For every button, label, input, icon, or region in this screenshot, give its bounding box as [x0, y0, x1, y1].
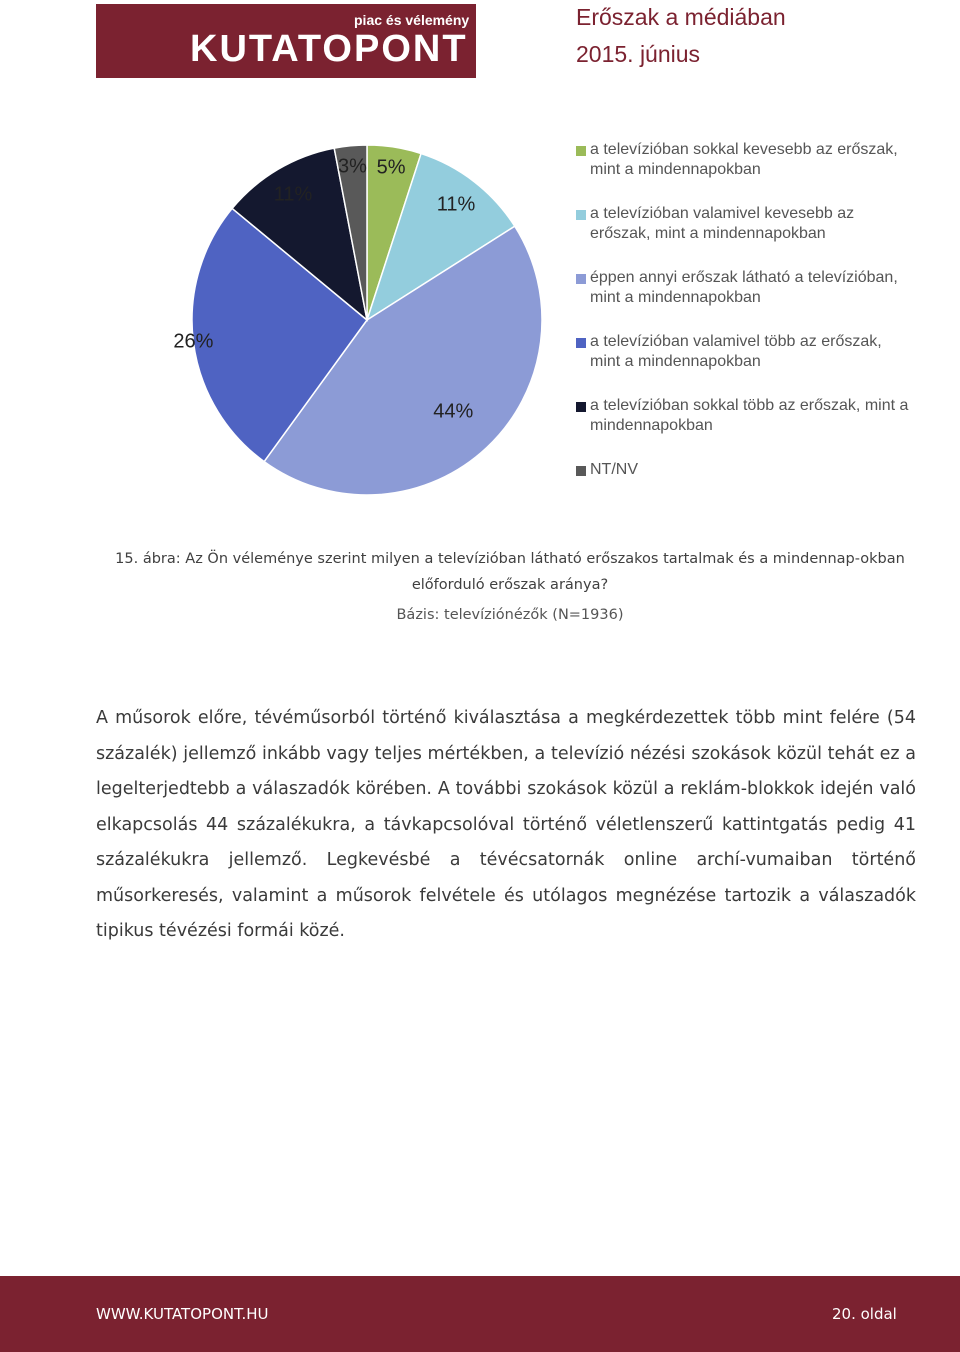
- legend-swatch: [576, 146, 586, 156]
- pie-slice-label-2: 44%: [433, 400, 474, 423]
- document-title: Erőszak a médiában: [576, 4, 786, 30]
- body-paragraph: A műsorok előre, tévéműsorból történő kiválasztása a megkérdezettek több mint felére (54 százalék) jellemző inkább vagy teljes mértékben, a televízió nézési szokások közül tehát ez a legelterjedtebb a válaszadók körében. A további szokások közül a reklám-blokkok idején való elkapcsolás 44 százalékukra, a távkapcsolóval történő véletlenszerű kattintgatás pedig 41 százalékukra jellemző. Legkevésbé a tévécsatornák online archí-vumaiban történő műsorkeresés, valamint a műsorok felvétele és utólagos megnézése tartozik a válaszadók tipikus tévézési formái közé.: [96, 708, 916, 941]
- pie-slice-label-3: 26%: [173, 330, 214, 353]
- legend-label: éppen annyi erőszak látható a televízióban, mint a mindennapokban: [590, 269, 898, 306]
- document-date: 2015. június: [576, 41, 701, 67]
- figure-base: Bázis: televíziónézők (N=1936): [396, 607, 624, 623]
- legend-swatch: [576, 210, 586, 220]
- footer-url: WWW.KUTATOPONT.HU: [96, 1305, 269, 1323]
- page-number: 20. oldal: [832, 1305, 897, 1323]
- legend-label: NT/NV: [590, 461, 638, 478]
- pie-chart: [180, 140, 560, 520]
- logo-wordmark: KUTATOPONT: [190, 28, 468, 70]
- legend-swatch: [576, 338, 586, 348]
- page-footer: [0, 1276, 960, 1352]
- kutatopont-logo: [96, 4, 476, 78]
- legend-swatch: [576, 274, 586, 284]
- pie-slice-label-4: 11%: [273, 183, 313, 206]
- logo-tagline: piac és vélemény: [354, 12, 470, 28]
- pie-slice-label-0: 5%: [376, 156, 406, 179]
- legend-label: a televízióban valamivel kevesebb az erőszak, mint a mindennapokban: [590, 205, 855, 242]
- pie-slice-label-1: 11%: [436, 193, 476, 216]
- figure-caption: 15. ábra: Az Ön véleménye szerint milyen a televízióban látható erőszakos tartalmak és a mindennap-okban előforduló erőszak aránya?: [115, 551, 905, 593]
- legend-label: a televízióban valamivel több az erőszak, mint a mindennapokban: [590, 333, 882, 370]
- legend-swatch: [576, 466, 586, 476]
- legend-label: a televízióban sokkal kevesebb az erőszak, mint a mindennapokban: [590, 141, 898, 178]
- legend-label: a televízióban sokkal több az erőszak, mint a mindennapokban: [590, 397, 909, 434]
- pie-slice-label-5: 3%: [338, 155, 367, 178]
- legend-swatch: [576, 402, 586, 412]
